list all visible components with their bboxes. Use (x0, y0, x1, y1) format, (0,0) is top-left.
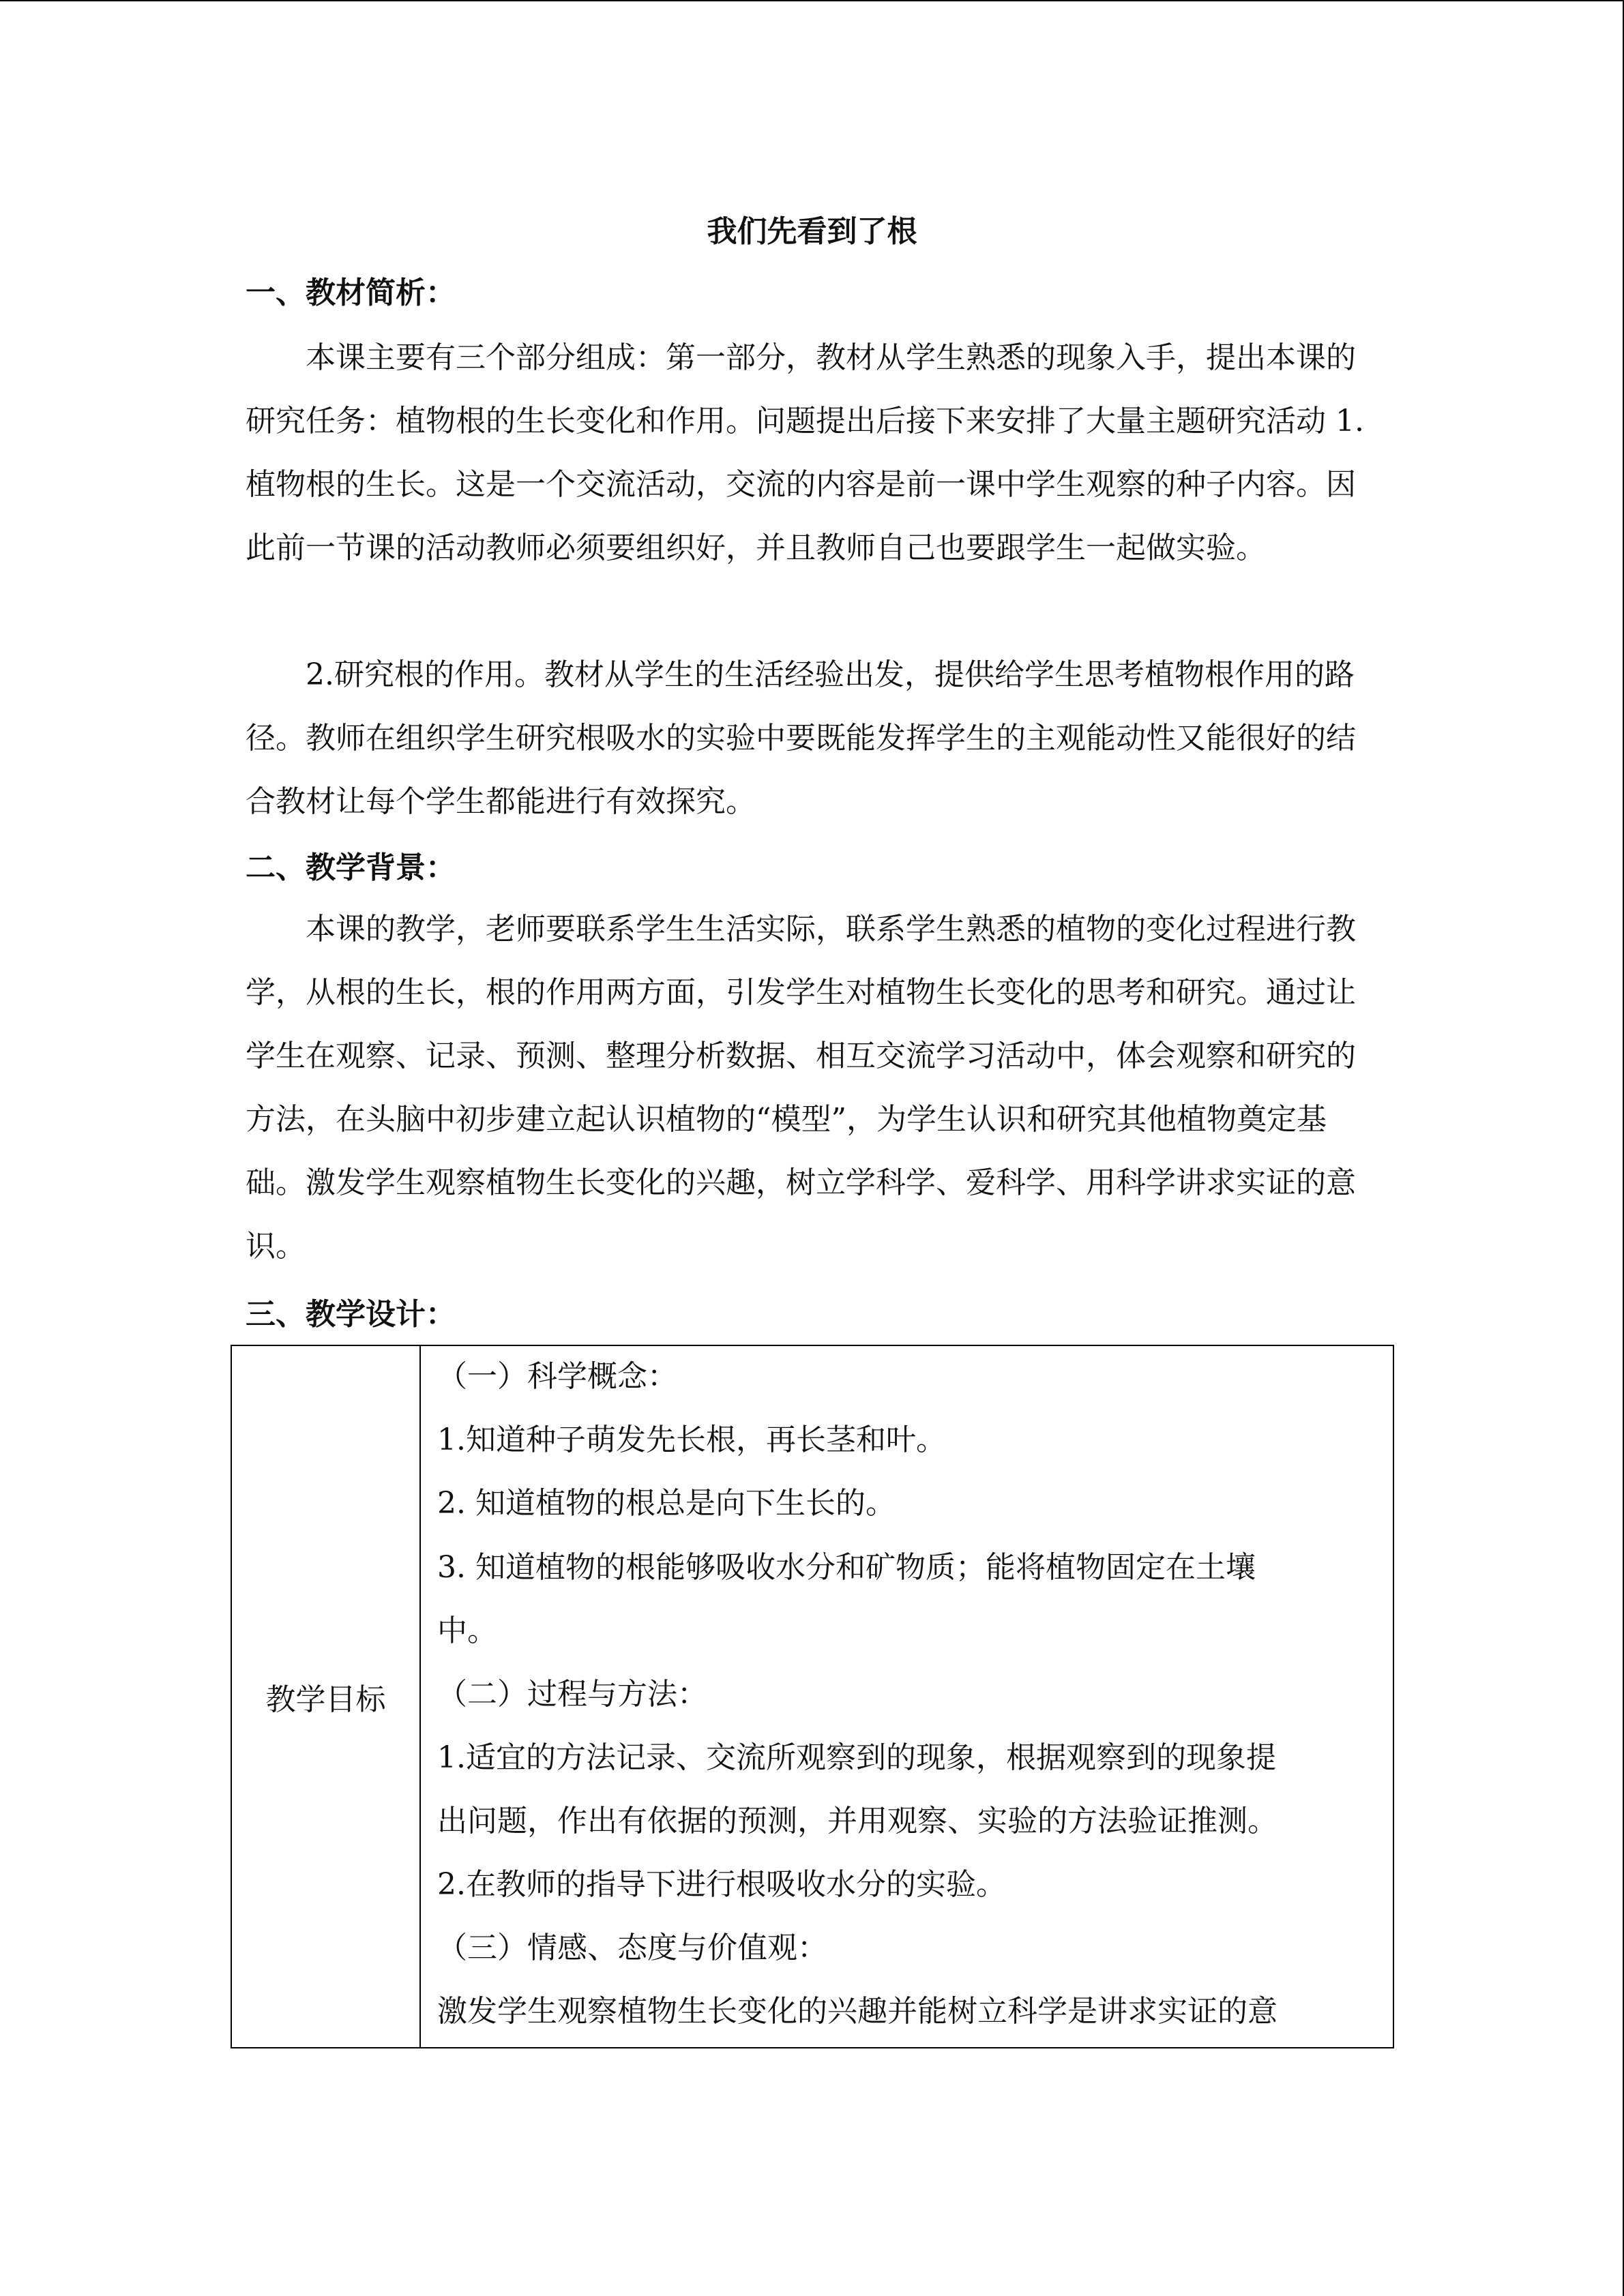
objective-line: （二）过程与方法： (437, 1677, 707, 1712)
section-heading-teaching-design: 三、教学设计： (246, 1297, 456, 1332)
textbook-analysis-paragraph-1: 本课主要有三个部分组成：第一部分，教材从学生熟悉的现象入手，提出本课的研究任务：植物根的生长变化和作用。问题提出后接下来安排了大量主题研究活动 1.植物根的生长。这是一个交流活动，交流的内容是前一课中学生观察的种子内容。因此前一节课的活动教师必须要组织好，并且教师自己也要跟学生一起做实验。 (246, 340, 1364, 565)
document-title: 我们先看到了根 (707, 214, 917, 249)
textbook-analysis-paragraph-2: 2.研究根的作用。教材从学生的生活经验出发，提供给学生思考植物根作用的路径。教师在组织学生研究根吸水的实验中要既能发挥学生的主观能动性又能很好的结合教材让每个学生都能进行有效探究。 (246, 657, 1356, 819)
objective-line: （三）情感、态度与价值观： (437, 1930, 827, 1965)
objective-line: 2.在教师的指导下进行根吸收水分的实验。 (437, 1867, 1006, 1902)
objective-line: 激发学生观察植物生长变化的兴趣并能树立科学是讲求实证的意 (437, 1994, 1278, 2029)
objective-line: 中。 (437, 1613, 497, 1648)
objective-line: 3. 知道植物的根能够吸收水分和矿物质；能将植物固定在土壤 (437, 1550, 1256, 1585)
section-heading-textbook-analysis: 一、教材简析： (246, 275, 456, 310)
teaching-design-table (231, 1345, 1394, 2048)
objective-line: 1.适宜的方法记录、交流所观察到的现象，根据观察到的现象提 (437, 1740, 1276, 1775)
teaching-background-paragraph: 本课的教学，老师要联系学生生活实际，联系学生熟悉的植物的变化过程进行教学，从根的生长，根的作用两方面，引发学生对植物生长变化的思考和研究。通过让学生在观察、记录、预测、整理分析数据、相互交流学习活动中，体会观察和研究的方法，在头脑中初步建立起认识植物的“模型”，为学生认识和研究其他植物奠定基础。激发学生观察植物生长变化的兴趣，树立学科学、爱科学、用科学讲求实证的意识。 (246, 912, 1356, 1264)
objective-line: （一）科学概念： (437, 1359, 677, 1394)
section-heading-teaching-background: 二、教学背景： (246, 850, 456, 885)
teaching-objectives-content (421, 1346, 1393, 2047)
objective-line: 出问题，作出有依据的预测，并用观察、实验的方法验证推测。 (437, 1804, 1278, 1838)
objective-line: 1.知道种子萌发先长根，再长茎和叶。 (437, 1422, 946, 1457)
teaching-objectives-label: 教学目标 (232, 1346, 421, 2047)
objective-line: 2. 知道植物的根总是向下生长的。 (437, 1486, 896, 1521)
page-edge-top (0, 0, 1624, 1)
